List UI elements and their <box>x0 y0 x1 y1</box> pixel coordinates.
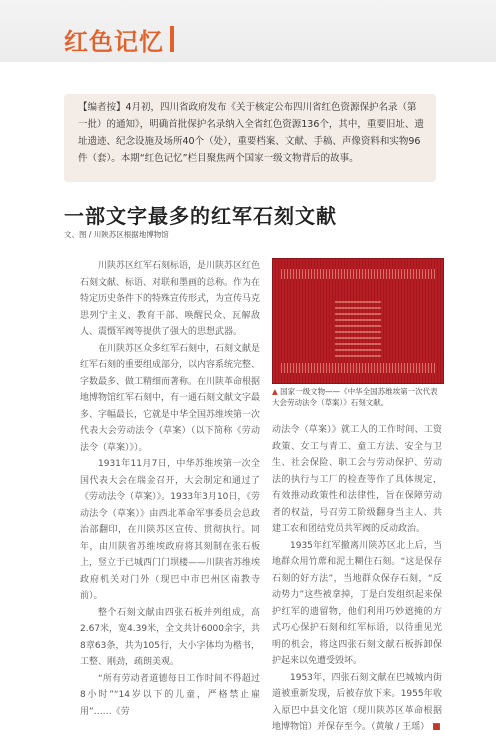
page-header <box>0 0 496 62</box>
paragraph: “所有劳动者道德每日工作时间不得超过8小时”“14岁以下的儿童，严格禁止雇用”……《劳 <box>80 673 260 717</box>
paragraph: 1935年红军撤离川陕苏区北上后，当地群众用竹蓆和泥土糊住石刻。“这是保存石刻的好方法”，当地群众保存石刻，“反动势力”这些被拿掉，丁是白发组织起来保护红军的遗留物，他们利用巧妙遮掩的方式巧心保护石刻和红军标语，以待重见光明的机会，将这四张石刻文献石板拆卸保护起来以免遭受毁坏。 <box>272 540 442 666</box>
stone-inscription-photo <box>272 258 444 384</box>
article-right-column <box>272 422 442 736</box>
photo-text-band <box>281 269 435 279</box>
paragraph: 整个石刻文献由四张石板并列组成，高2.67米，宽4.39米，全文共计6000余字，共8章63条，共为105行，大小字体均为楷书，工整、刚劲，疏朗美观。 <box>80 607 260 667</box>
section-title: 红色记忆 <box>64 28 164 56</box>
paragraph: 在川陕苏区众多红军石刻中，石刻文献是红军石刻的重要组成部分，以内容系统完整、字数最多、做工精细而著称。在川陕革命根据地博物馆红军石刻中，有一通石刻文献文字最多、字幅最长，它就是中华全国苏维埃第一次代表大会劳动法令（草案）（以下简称《劳动法令（草案）》）。 <box>80 343 261 453</box>
photo-text-band <box>281 363 435 373</box>
editor-note-box <box>64 94 436 182</box>
article-left-column <box>80 258 260 720</box>
paragraph: 川陕苏区红军石刻标语，是川陕苏区红色石刻文献、标语、对联和墨画的总称。作为在特定历史条件下的特殊宣传形式，为宣传马克思列宁主义、教育干部、唤醒民众、瓦解敌人、震慑军阀等提供了强大的思想武器。 <box>80 261 261 337</box>
photo-center-inscription <box>335 297 381 357</box>
paragraph: 动法令（草案）》就工人的工作时间、工资政策、女工与青工、童工方法、安全与卫生、社会保险、职工会与劳动保护、劳动法的执行与工厂的检查等作了具体规定，有效推动政策性和法律性，旨在保障劳动者的权益，号召劳工阶级翻身当主人、共建工农和团结党员共军阀的反动政治。 <box>272 425 442 534</box>
article-byline: 文、图 / 川陕苏区根据地博物馆 <box>64 230 169 239</box>
photo-caption-text: 国家一级文物——《中华全国苏维埃第一次代表大会劳动法令（草案）》石刻文献。 <box>272 387 438 407</box>
paragraph <box>272 670 442 736</box>
paragraph-text: 1953年，四张石刻文献在巴城城内街道被重新发现，后被存放下来。1955年收入原巴中县文化馆（现川陕苏区革命根据地博物馆）并保存至今。（黄敏 / 王瑶） <box>272 672 442 732</box>
photo-caption <box>272 386 442 408</box>
triangle-icon: ▲ <box>272 387 278 396</box>
end-mark-icon: ■ <box>432 722 441 732</box>
editor-note-text: 【编者按】4月初，四川省政府发布《关于核定公布四川省红色资源保护名录（第一批）的通知》，明确首批保护名录纳入全省红色资源136个，其中，重要旧址、遗址遗迹、纪念设施及场所40个（处），重要档案、文献、手稿、声像资料和实物96件（套）。本期“红色记忆”栏目聚焦两个国家一级文物背后的故事。 <box>78 102 424 164</box>
section-title-bar <box>170 26 174 52</box>
article-title: 一部文字最多的红军石刻文献 <box>64 204 337 228</box>
paragraph: 1931年11月7日，中华苏维埃第一次全国代表大会在瑞金召开，大会制定和通过了《劳动法令（草案）》。1933年3月10日，《劳动法令（草案）》由西北革命军事委员会总政治部翻印，在川陕苏区宣传、贯彻执行。同年，由川陕省苏维埃政府将其刻制在张石板上，竖立于已城西门门坝楼——川陕省苏维埃政府机关对门外（现巴中市巴州区南教寺前）。 <box>80 459 261 601</box>
